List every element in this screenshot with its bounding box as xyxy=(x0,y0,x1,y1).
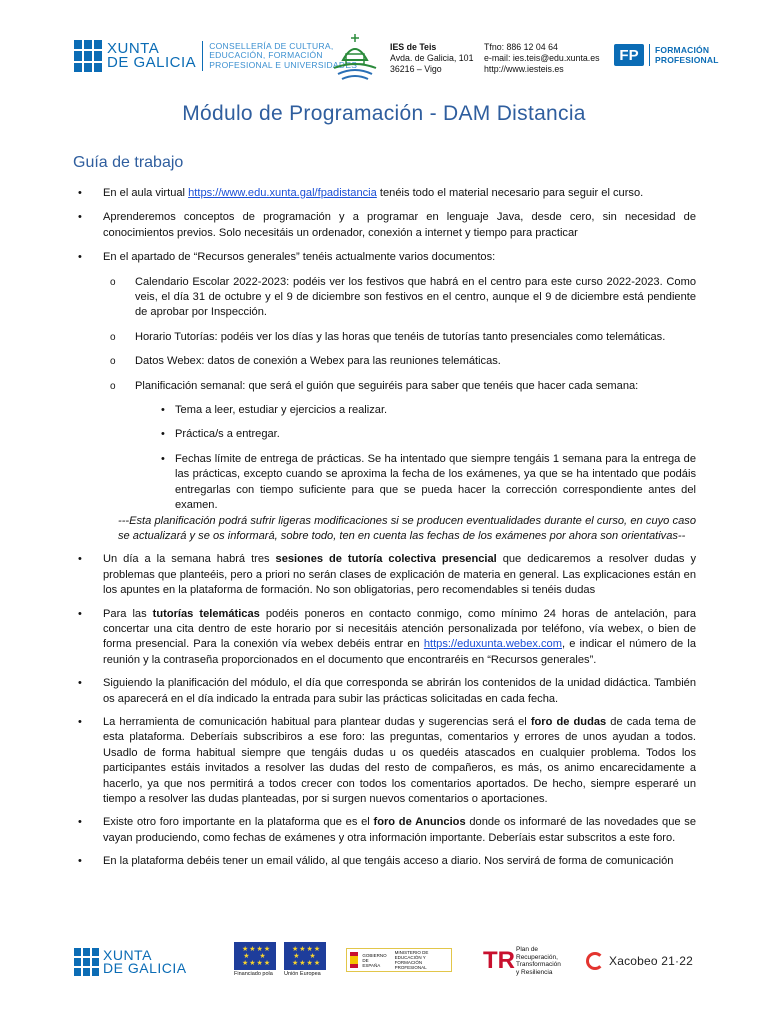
phone-number: Tfno: 886 12 04 64 xyxy=(484,42,558,52)
prtr-logo: TR Plan de Recuperación, Transformación y Resiliencia xyxy=(483,946,561,976)
list-item: • La herramienta de comunicación habitual para plantear dudas y sugerencias será el foro de dudas de cada tema de esta plataforma. Deberíais subscribiros a ese foro: las preguntas, comentarios y errores de unos ayudan a todos. Usadlo de forma habitual siempre que tengáis dudas u os quedéis atascados en cualquier problema. Todos los participantes estáis invitados a resolver las dudas del resto de compañeros, es más, os animo encarecidamente a hacerlo, ya que nos permitirá a todos crecer con todos los comentarios aportados. De hecho, siempre esperaré un tiempo a resolver las dudas planteadas, por si surgen nuevos comentarios o aportaciones. xyxy=(78,715,696,807)
xunta-emblem-icon xyxy=(74,948,98,976)
eu-flag-icon: ★★★★ ★ ★ ★★★★ xyxy=(234,942,276,970)
email-address[interactable]: e-mail: ies.teis@edu.xunta.es xyxy=(484,53,600,63)
spain-flag-icon xyxy=(350,952,358,968)
eu-caption: Unión Europea xyxy=(284,971,321,977)
aula-virtual-link[interactable]: https://www.edu.xunta.gal/fpadistancia xyxy=(188,187,377,199)
section-heading: Guía de trabajo xyxy=(73,154,184,171)
sub-list-item: o Datos Webex: datos de conexión a Webex para las reuniones telemáticas. xyxy=(110,354,696,369)
fp-wordmark: FORMACIÓN PROFESIONAL xyxy=(655,45,719,65)
webex-link[interactable]: https://eduxunta.webex.com xyxy=(423,638,562,651)
list-item: • Para las tutorías telemáticas podéis poneros en contacto conmigo, como mínimo 24 horas de antelación, para concertar una cita dentro de este horario por si necesitáis atención personalizada por teléfono, vía webex, o bien de forma presencial. Para la conexión vía webex debéis entrar en https://eduxunta.webex.com, e indicar el número de la reunión y la contraseña proporcionados en el documento que encontraréis en “Recursos generales”. xyxy=(78,607,696,669)
list-item: • Aprenderemos conceptos de programación y a programar en lenguaje Java, desde cero, sin necesidad de conocimientos previos. Solo necesitáis un ordenador, conexión a internet y tiempo para practicar xyxy=(78,210,696,241)
eu-caption: Financiado pola xyxy=(234,971,273,977)
document-body xyxy=(78,186,696,870)
footer-xunta-logo: XUNTA DE GALICIA xyxy=(74,948,187,976)
nested-list-item: • Práctica/s a entregar. xyxy=(161,427,696,442)
prtr-icon: TR xyxy=(483,947,515,974)
xunta-logo xyxy=(74,40,357,72)
xunta-emblem-icon xyxy=(74,40,102,72)
page-header xyxy=(0,0,768,90)
sub-list-item: o Calendario Escolar 2022-2023: podéis ver los festivos que habrá en el centro para este curso 2022-2023. Como veis, el día 31 de octubre y el 9 de diciembre son festivos en el centro, aunque el 9 de diciembre está pendiente de aprobar por Inspección. xyxy=(110,275,696,321)
sub-list-item: o Planificación semanal: que será el guión que seguiréis para saber que tenéis que hacer cada semana: xyxy=(110,379,696,394)
page-footer xyxy=(0,938,768,982)
list-item: • En la plataforma debéis tener un email válido, al que tengáis acceso a diario. Nos servirá de forma de comunicación xyxy=(78,854,696,869)
document-title: Módulo de Programación - DAM Distancia xyxy=(182,102,586,125)
school-contact xyxy=(484,42,600,75)
gobierno-espana-logo: GOBIERNO DE ESPAÑA MINISTERIO DE EDUCACIÓN Y FORMACIÓN PROFESIONAL xyxy=(346,948,452,972)
list-item: • En el aula virtual https://www.edu.xunta.gal/fpadistancia tenéis todo el material necesario para seguir el curso. xyxy=(78,186,696,201)
list-item: • Un día a la semana habrá tres sesiones de tutoría colectiva presencial que dedicaremos a resolver dudas y problemas que planteéis, pero a priori no serán clases de explicación de materia en general. Las explicaciones están en los apuntes en la plataforma de formación. No son obligatorias, pero recomendables si tenéis dudas xyxy=(78,552,696,598)
website-link[interactable]: http://www.iesteis.es xyxy=(484,64,564,74)
school-address: IES de Teis Avda. de Galicia, 101 36216 – Vigo xyxy=(390,42,474,74)
list-item: • Siguiendo la planificación del módulo, el día que corresponda se abrirán los contenidos de la unidad didáctica. También os aparecerá en el día indicado la entrada para subir las prácticas solicitadas en cada fecha. xyxy=(78,676,696,707)
nested-list-item: • Fechas límite de entrega de prácticas. Se ha intentado que siempre tengáis 1 semana para la entrega de las prácticas, excepto cuando se aproxima la fecha de los exámenes, ya que se ha intentado que podáis entregarlas con tiempo suficiente para que se pueda hacer la corrección correspondiente antes del examen. xyxy=(161,452,696,514)
ies-teis-emblem-icon xyxy=(332,30,378,82)
nested-list-item: • Tema a leer, estudiar y ejercicios a realizar. xyxy=(161,403,696,418)
xacobeo-logo: Xacobeo 21·22 xyxy=(586,952,693,970)
list-item: • Existe otro foro importante en la plataforma que es el foro de Anuncios donde os informaré de las novedades que se vayan produciendo, como fechas de exámenes y otra información importante. Deberíais estar subscritos a este foro. xyxy=(78,815,696,846)
conselleria-name: CONSELLERÍA DE CULTURA, EDUCACIÓN, FORMACIÓN PROFESIONAL E UNIVERSIDADES xyxy=(209,40,358,70)
planning-note: ---Esta planificación podrá sufrir ligeras modificaciones si se producen eventualidades durante el curso, en cuyo caso se actualizará y se os informará, sobre todo, ten en cuenta las fechas de los exámenes por ahora son orientativas-- xyxy=(118,514,696,542)
list-item: • En el apartado de “Recursos generales” tenéis actualmente varios documentos: xyxy=(78,250,696,265)
sub-list-item: o Horario Tutorías: podéis ver los días y las horas que tenéis de tutorías tanto presenciales como telemáticas. xyxy=(110,330,696,345)
xacobeo-icon xyxy=(586,952,604,970)
logo-divider xyxy=(202,41,203,71)
fp-badge: FP xyxy=(614,44,644,66)
fp-logo xyxy=(614,44,719,66)
eu-flag-icon: ★★★★ ★ ★ ★★★★ xyxy=(284,942,326,970)
xunta-wordmark: XUNTA DE GALICIA xyxy=(107,40,197,71)
